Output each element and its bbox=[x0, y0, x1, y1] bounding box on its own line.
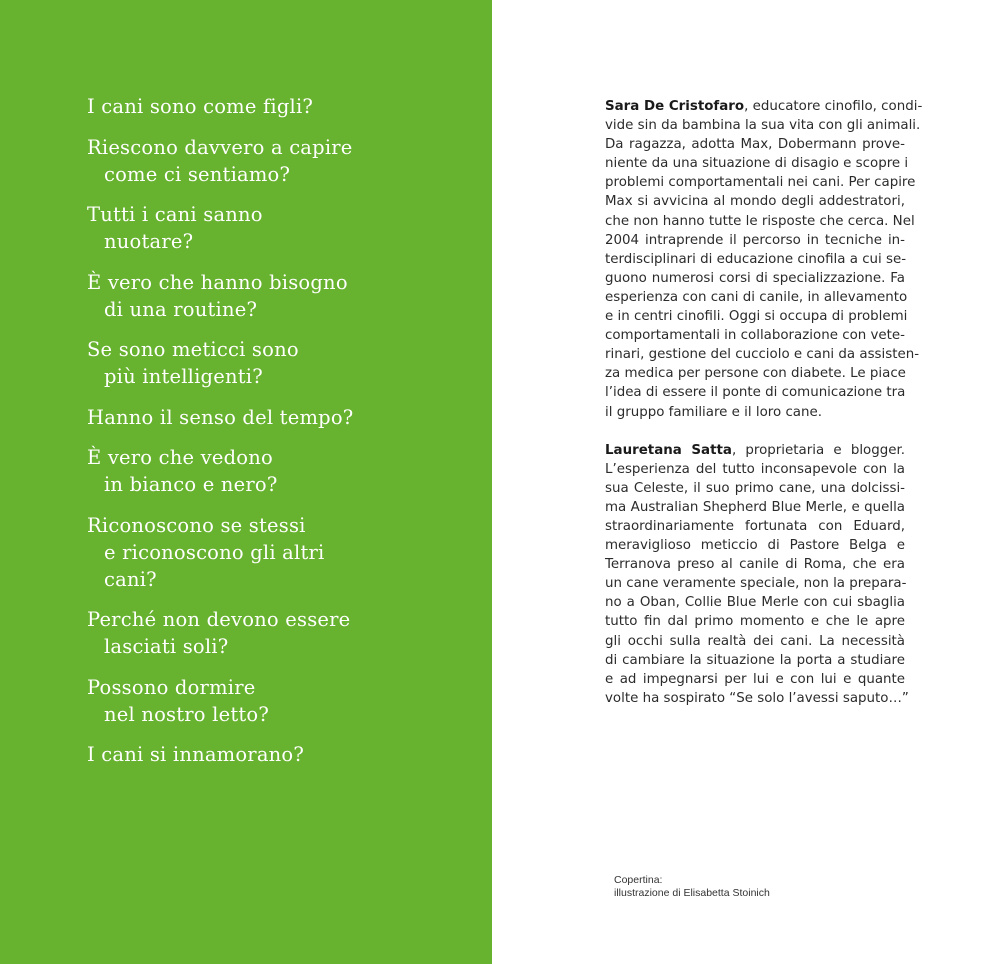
question-item bbox=[87, 741, 487, 768]
question-item bbox=[87, 444, 487, 498]
bio-line: e in centri cinofili. Oggi si occupa di problemi bbox=[605, 309, 908, 325]
author-name: Lauretana Satta bbox=[605, 442, 732, 458]
bio-line: il gruppo familiare e il loro cane. bbox=[605, 404, 822, 420]
author-name: Sara De Cristofaro bbox=[605, 99, 745, 114]
bio-line: Da ragazza, adotta Max, Dobermann prove- bbox=[605, 137, 905, 153]
green-panel bbox=[0, 0, 492, 964]
question-line: nel nostro letto? bbox=[104, 702, 269, 726]
author-bio-sara bbox=[605, 97, 923, 422]
question-line: È vero che vedono bbox=[87, 446, 273, 469]
bio-line: straordinariamente fortunata con Eduard, bbox=[605, 518, 905, 534]
bio-line: 2004 intraprende il percorso in tecniche in- bbox=[605, 232, 905, 248]
bio-line: rinari, gestione del cucciolo e cani da assisten- bbox=[605, 347, 920, 363]
bio-line: sua Celeste, il suo primo cane, una dolcissi- bbox=[605, 480, 905, 496]
cover-credit bbox=[614, 874, 770, 900]
bio-line: un cane veramente speciale, non la prepara- bbox=[605, 576, 907, 592]
bio-line: tutto fin dal primo momento e che le apre bbox=[605, 614, 905, 630]
question-line: Riconoscono se stessi bbox=[87, 513, 306, 537]
bio-line: volte ha sospirato “Se solo l’avessi saputo…” bbox=[605, 690, 909, 706]
bio-line: Terranova preso al canile di Roma, che era bbox=[605, 557, 905, 573]
question-line: Riescono davvero a capire bbox=[87, 135, 353, 159]
question-line: di una routine? bbox=[104, 297, 258, 321]
question-item bbox=[87, 134, 487, 188]
bio-line: guono numerosi corsi di specializzazione. Fa bbox=[605, 270, 905, 286]
question-item bbox=[87, 201, 487, 255]
question-item bbox=[87, 336, 487, 390]
bio-line: vide sin da bambina la sua vita con gli animali. bbox=[605, 118, 921, 134]
bio-line: ma Australian Shepherd Blue Merle, e quella bbox=[605, 499, 905, 515]
question-item bbox=[87, 512, 487, 593]
question-line: Possono dormire bbox=[87, 675, 256, 699]
cover-credit-label: Copertina: bbox=[614, 874, 663, 886]
question-line: come ci sentiamo? bbox=[104, 162, 291, 186]
question-line: e riconoscono gli altri bbox=[104, 540, 325, 564]
bio-line: comportamentali in collaborazione con vete- bbox=[605, 328, 905, 344]
bio-line: e ad impegnarsi per lui e con lui e quante bbox=[605, 671, 905, 687]
bio-line: meraviglioso meticcio di Pastore Belga e bbox=[605, 538, 905, 554]
question-line: lasciati soli? bbox=[104, 635, 229, 658]
author-bios bbox=[605, 97, 923, 708]
bio-line: L’esperienza del tutto inconsapevole con la bbox=[605, 461, 905, 477]
bio-line: che non hanno tutte le risposte che cerca. Nel bbox=[605, 213, 915, 229]
bio-text: , proprietaria e blogger. bbox=[731, 442, 905, 458]
question-line: Perché non devono essere bbox=[87, 608, 351, 631]
bio-line: esperienza con cani di canile, in allevamento bbox=[605, 289, 908, 305]
bio-line: za medica per persone con diabete. Le piace bbox=[605, 366, 906, 382]
question-line: I cani sono come figli? bbox=[87, 95, 314, 118]
bio-line: terdisciplinari di educazione cinofila a cui se- bbox=[605, 251, 907, 267]
question-line: cani? bbox=[104, 567, 157, 591]
bio-line bbox=[605, 97, 923, 116]
bio-line: niente da una situazione di disagio e scopre i bbox=[605, 156, 909, 172]
questions-list bbox=[87, 93, 487, 782]
question-line: Hanno il senso del tempo? bbox=[87, 405, 354, 429]
bio-line: l’idea di essere il ponte di comunicazione tra bbox=[605, 385, 906, 401]
bio-line: Max si avvicina al mondo degli addestratori, bbox=[605, 194, 905, 210]
bio-line: gli occhi sulla realtà dei cani. La necessità bbox=[605, 633, 905, 649]
bio-line: di cambiare la situazione la porta a studiare bbox=[605, 652, 905, 668]
question-line: più intelligenti? bbox=[104, 365, 263, 388]
question-line: È vero che hanno bisogno bbox=[87, 270, 348, 294]
question-line: in bianco e nero? bbox=[104, 473, 278, 496]
cover-credit-text: illustrazione di Elisabetta Stoinich bbox=[614, 887, 770, 899]
bio-line bbox=[605, 441, 905, 460]
bio-text: , educatore cinofilo, condi- bbox=[744, 99, 923, 114]
question-item bbox=[87, 674, 487, 728]
question-item bbox=[87, 606, 487, 660]
author-bio-lauretana bbox=[605, 441, 909, 708]
question-item bbox=[87, 269, 487, 323]
question-line: I cani si innamorano? bbox=[87, 743, 304, 766]
question-item bbox=[87, 404, 487, 431]
question-line: Se sono meticci sono bbox=[87, 338, 299, 361]
bio-line: problemi comportamentali nei cani. Per capire bbox=[605, 175, 916, 191]
question-item bbox=[87, 93, 487, 120]
question-line: Tutti i cani sanno bbox=[87, 203, 263, 226]
question-line: nuotare? bbox=[104, 230, 194, 253]
bio-line: no a Oban, Collie Blue Merle con cui sbaglia bbox=[605, 595, 905, 611]
